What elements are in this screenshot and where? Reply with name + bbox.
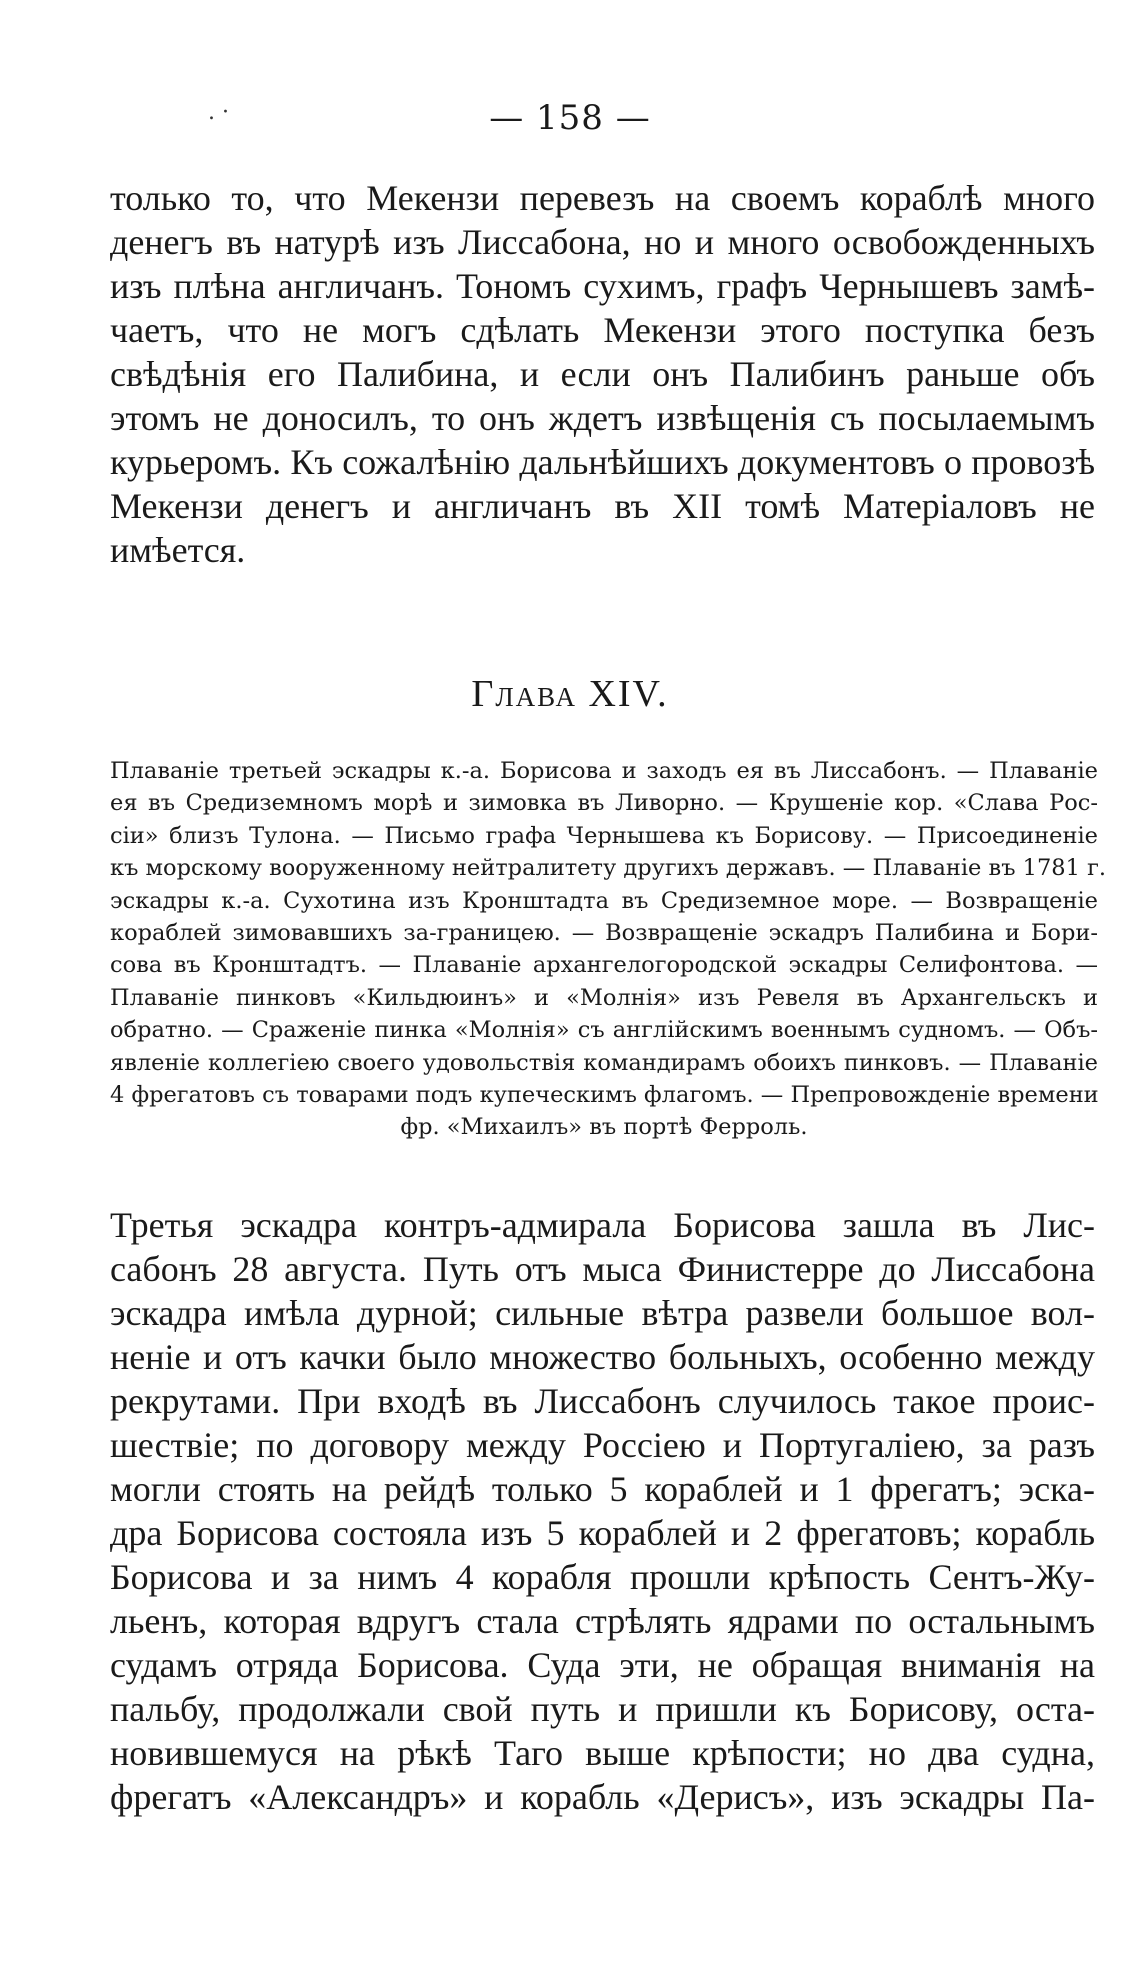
text-line: изъ плѣна англичанъ. Тономъ сухимъ, графъ Чернышевъ замѣ- [110, 266, 1095, 306]
text-line: имѣется. [110, 530, 246, 570]
synopsis-line: Плаваніе третьей эскадры к.-а. Борисова и заходъ ея въ Лиссабонъ. — Плаваніе [110, 758, 1098, 784]
synopsis-line: сова въ Кронштадтъ. — Плаваніе архангелогородской эскадры Селифонтова. — [110, 952, 1098, 979]
text-line: могли стоять на рейдѣ только 5 кораблей и 1 фрегатъ; эска- [110, 1469, 1095, 1509]
synopsis-line: фр. «Михаилъ» въ портѣ Ферроль. [400, 1114, 808, 1141]
chapter-synopsis [110, 755, 1107, 1144]
text-line: сабонъ 28 августа. Путь отъ мыса Финистерре до Лиссабона [110, 1249, 1095, 1289]
synopsis-line: обратно. — Сраженіе пинка «Молнія» съ англійскимъ военнымъ судномъ. — Объ- [110, 1017, 1098, 1044]
text-line: льенъ, которая вдругъ стала стрѣлять ядрами по остальнымъ [110, 1601, 1095, 1641]
text-line: дра Борисова состояла изъ 5 кораблей и 2 фрегатовъ; корабль [110, 1513, 1095, 1553]
text-line: курьеромъ. Къ сожалѣнію дальнѣйшихъ документовъ о провозѣ [110, 442, 1095, 482]
text-line: Третья эскадра контръ-адмирала Борисова зашла въ Лис- [110, 1205, 1095, 1245]
text-line: шествіе; по договору между Россіею и Португаліею, за разъ [110, 1425, 1095, 1465]
top-paragraph [110, 176, 1095, 572]
text-line: пальбу, продолжали свой путь и пришли къ Борисову, оста- [110, 1689, 1095, 1729]
text-line: новившемуся на рѣкѣ Таго выше крѣпости; но два судна, [110, 1733, 1095, 1773]
text-line: эскадра имѣла дурной; сильные вѣтра развели большое вол- [110, 1293, 1095, 1333]
text-line: Борисова и за нимъ 4 корабля прошли крѣпость Сентъ-Жу- [110, 1557, 1095, 1597]
text-line: этомъ не доносилъ, то онъ ждетъ извѣщенія съ посылаемымъ [110, 398, 1095, 438]
text-line: судамъ отряда Борисова. Суда эти, не обращая вниманія на [110, 1645, 1095, 1685]
synopsis-line: кораблей зимовавшихъ за-границею. — Возвращеніе эскадръ Палибина и Бори- [110, 920, 1098, 947]
text-line: неніе и отъ качки было множество больныхъ, особенно между [110, 1337, 1095, 1377]
text-line: рекрутами. При входѣ въ Лиссабонъ случилось такое проис- [110, 1381, 1095, 1421]
bottom-paragraph [110, 1203, 1095, 1819]
text-line: фрегатъ «Александръ» и корабль «Дерисъ», изъ эскадры Па- [110, 1777, 1095, 1817]
text-line: денегъ въ натурѣ изъ Лиссабона, но и много освобожденныхъ [110, 222, 1095, 262]
synopsis-line: эскадры к.-а. Сухотина изъ Кронштадта въ Средиземное море. — Возвращеніе [110, 887, 1098, 914]
synopsis-line: Плаваніе пинковъ «Кильдюинъ» и «Молнія» изъ Ревеля въ Архангельскъ и [110, 984, 1098, 1011]
synopsis-line: явленіе коллегіею своего удовольствія командирамъ обоихъ пинковъ. — Плаваніе [110, 1049, 1098, 1076]
synopsis-line: 4 фрегатовъ съ товарами подъ купеческимъ флагомъ. — Препровожденіе времени [110, 1082, 1099, 1109]
text-line: чаетъ, что не могъ сдѣлать Мекензи этого поступка безъ [110, 310, 1095, 350]
synopsis-line: къ морскому вооруженному нейтралитету другихъ державъ. — Плаваніе въ 1781 г. [110, 855, 1107, 882]
chapter-title [0, 672, 1140, 716]
page-number: — 158 — [489, 98, 651, 138]
synopsis-line: сіи» близъ Тулона. — Письмо графа Чернышева къ Борисову. — Присоединеніе [110, 822, 1098, 849]
synopsis-line: ея въ Средиземномъ морѣ и зимовка въ Ливорно. — Крушеніе кор. «Слава Рос- [110, 790, 1098, 817]
text-line: свѣдѣнія его Палибина, и если онъ Палибинъ раньше объ [110, 354, 1095, 394]
text-line: только то, что Мекензи перевезъ на своемъ кораблѣ много [110, 178, 1095, 218]
text-line: Мекензи денегъ и англичанъ въ XII томѣ Матеріаловъ не [110, 486, 1095, 526]
stray-marks: . · [208, 100, 229, 125]
chapter-title-text: Глава XIV. [471, 673, 669, 715]
